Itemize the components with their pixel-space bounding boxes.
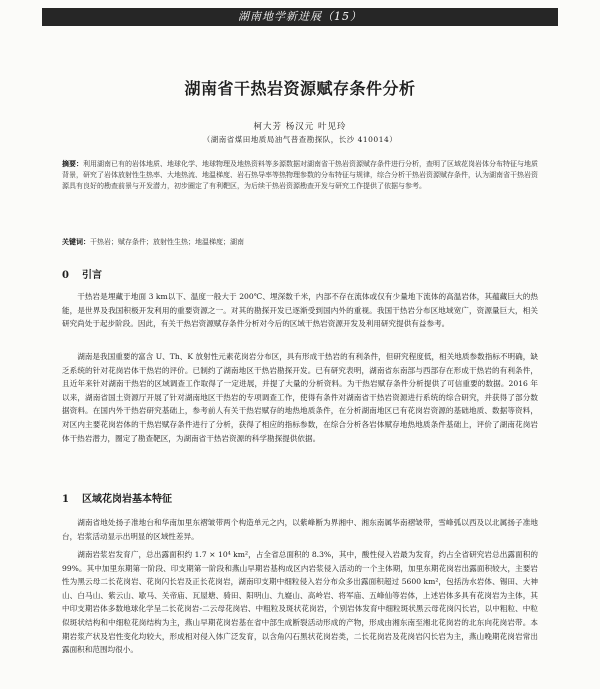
keywords-text: 干热岩；赋存条件；放射性生热；地温梯度；湖南: [90, 238, 244, 246]
running-header: 湖南地学新进展（15）: [42, 8, 558, 26]
paragraph: 干热岩是埋藏于地面 3 km以下、温度一般大于 200℃、埋深数千米，内部不存在流体或仅有少量地下流体的高温岩体，其蕴藏巨大的热能，是世界及我国积极开发利用的重要资源之一。对其的勘探开发已逐渐受到国内外的重视。我国干热岩分布区地域宽广，资源量巨大，相关研究尚处于起步阶段。因此，有关干热岩资源赋存条件分析对今后的区域干热岩资源开发及利用研究提供有益参考。: [62, 292, 538, 329]
paper-title: 湖南省干热岩资源赋存条件分析: [184, 79, 416, 98]
paragraph: 湖南省地处扬子准地台和华南加里东褶皱带两个构造单元之内，以紫峰断为界湘中、湘东南属华南褶皱带，雪峰弧以西及以北属扬子准地台，岩浆活动显示出明显的区域性差异。: [62, 518, 538, 541]
section-title: 引言: [82, 270, 102, 281]
paragraph: 湖南是我国重要的富含 U、Th、K 放射性元素花岗岩分布区，具有形成干热岩的有利条件，但研究程度低，相关地质参数指标不明确，缺乏系统的针对花岗岩体干热岩的评价。已制约了湖南地区干热岩勘探开发。已有研究表明，湖南省东南部与西部存在形成干热岩的有利条件，且近年来针对湖南干热岩的区域调查工作取得了一定进展，并提了大量的分析资料。为干热岩赋存条件分析提供了可信重要的数据。2016 年以来，湖南省国土资源厅开展了针对湖南地区干热岩的专项调查工作，使得有条件对湖南省干热岩资源进行系统的综合研究，并获得了部分数据资料。在国内外干热岩研究基础上，参考前人有关干热岩赋存的地热地质条件，在分析湖南地区已有花岗岩资源的基础地质、数据等资料，对区内主要花岗岩体的干热岩赋存条件进行了分析，获得了相应的指标参数，在综合分析各岩体赋存地热地质条件基础上，评价了湖南花岗岩体干热岩潜力，圈定了勘查靶区，为湖南省干热岩资源的科学勘探提供依据。: [62, 352, 538, 443]
section-title: 区域花岗岩基本特征: [82, 494, 172, 505]
authors: 柯大芳 杨汉元 叶见玲: [253, 122, 347, 132]
section-heading-granite: [62, 490, 172, 505]
paragraph: 湖南岩浆岩发育广，总出露面积约 1.7 × 10⁴ km²，占全省总面积的 8.3%，其中，酸性侵入岩最为发育，约占全省研究岩总出露面积的 99%。其中加里东期第一阶段、印支期第一阶段和燕山早期岩基构成区内岩浆侵入活动的一个主体期，加里东期花岗岩出露面积较大，主要岩性为黑云母二长花岗岩、花岗闪长岩及正长花岗岩，湖南印支期中细粒侵入岩分布众多出露面积超过 5600 km²，包括沩水岩体、锡田、大神山、白马山、紫云山、歇马、关帝庙、瓦屋塘、骑田、阳明山、九嶷山、高岭岩、将军庙、五峰仙等岩体，上述岩体多具有花岗岩为主体，其中印支期岩体多数地球化学呈二长花岗岩-二云母花岗岩、中粗粒及斑状花岗岩，个别岩体发育中细粒斑状黑云母花岗闪长岩，以中粗粒、中粒似斑状结构和中细粒花岗结构为主，燕山早期花岗岩基在省中部生成断裂活动形成的产物，形成由湘东南至湘北花岗岩的北东向花岗岩带。本期岩浆产状及岩性变化均较大，形成相对侵入体广泛发育，以含角闪石黑状花岗岩类，二长花岗岩及花岗岩闪长岩为主，燕山晚期花岗岩常出露面积和范围均很小。: [62, 550, 538, 655]
abstract-text: 利用湖南已有的岩体地质、地球化学、地球物理及地热资料等多源数据对湖南省干热岩资源赋存条件进行分析，查明了区域花岗岩体分布特征与地质背景，研究了岩体放射性生热率、大地热流、地温梯度、岩石热导率等热物理参数的分布特征与规律，综合分析干热岩资源赋存条件，认为湖南省干热岩资源具有良好的勘查前景与开发潜力，初步圈定了有利靶区，为后续干热岩资源勘查开发与研究工作提供了依据与参考。: [62, 160, 538, 191]
section-number: 1: [62, 494, 69, 505]
abstract-label: 摘要：: [62, 159, 83, 168]
abstract: [62, 158, 538, 193]
section-number: 0: [62, 270, 69, 281]
section-heading-intro: [62, 266, 102, 281]
affiliation: （湖南省煤田地质局油气普查勘探队，长沙 410014）: [202, 135, 398, 144]
keywords: [62, 236, 538, 248]
keywords-label: 关键词：: [62, 237, 90, 246]
